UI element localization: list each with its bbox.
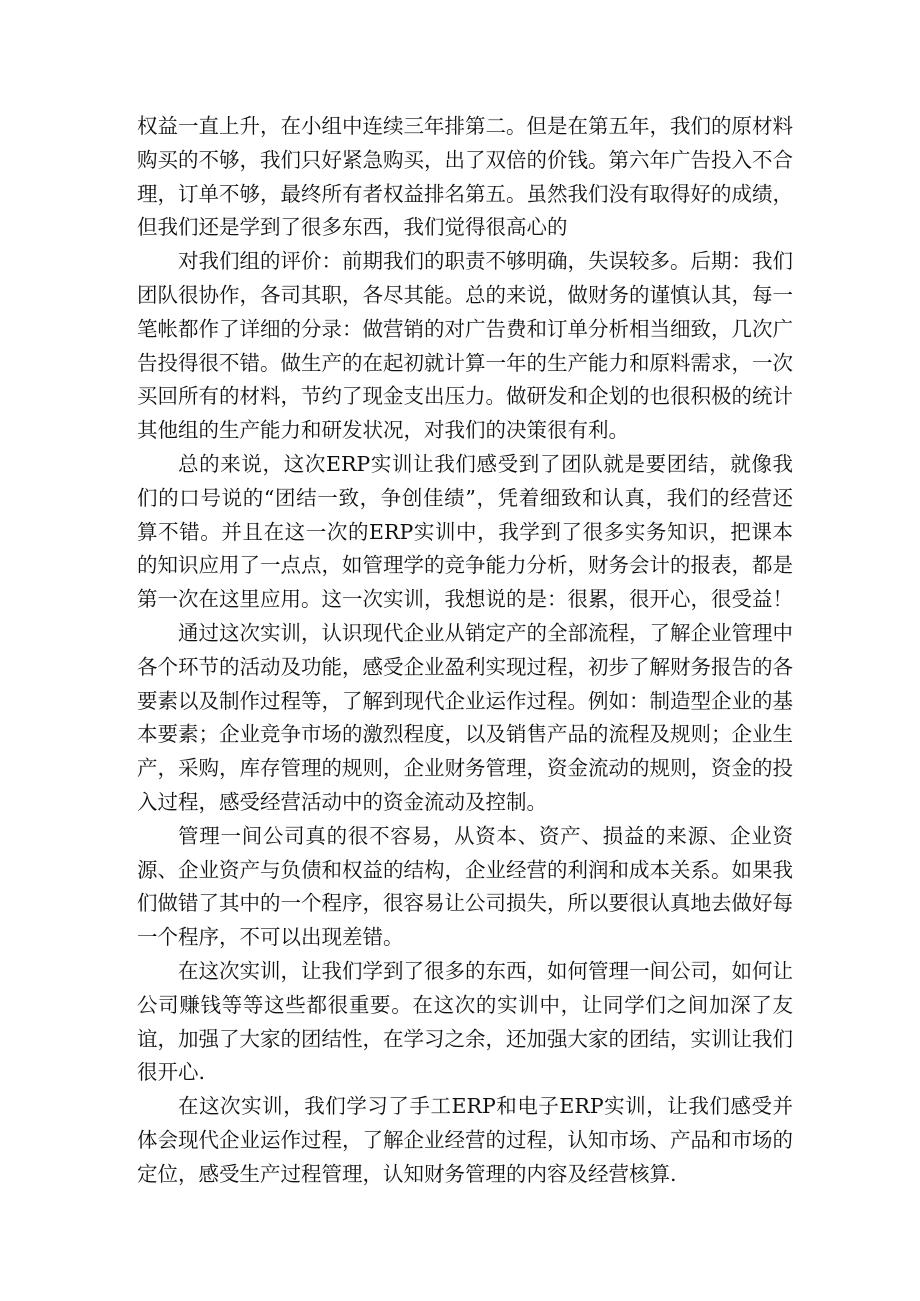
paragraph-summary: 总的来说，这次ERP实训让我们感受到了团队就是要团结，就像我们的口号说的“团结一致，争创佳绩”，凭着细致和认真，我们的经营还算不错。并且在这一次的ERP实训中，我学到了很多实务知识，把课本的知识应用了一点点，如管理学的竞争能力分析，财务会计的报表，都是第一次在这里应用。这一次实训，我想说的是：很累，很开心，很受益！ — [137, 451, 793, 612]
paragraph-company-management: 管理一间公司真的很不容易，从资本、资产、损益的来源、企业资源、企业资产与负债和权益的结构，企业经营的利润和成本关系。如果我们做错了其中的一个程序，很容易让公司损失，所以要很认真地去做好每一个程序，不可以出现差错。 — [137, 823, 793, 950]
document-body — [137, 110, 793, 1192]
paragraph-enterprise-process: 通过这次实训，认识现代企业从销定产的全部流程，了解企业管理中各个环节的活动及功能，感受企业盈利实现过程，初步了解财务报告的各要素以及制作过程等，了解到现代企业运作过程。例如：制造型企业的基本要素；企业竞争市场的激烈程度，以及销售产品的流程及规则；企业生产，采购，库存管理的规则，企业财务管理，资金流动的规则，资金的投入过程，感受经营活动中的资金流动及控制。 — [137, 620, 793, 814]
paragraph-group-evaluation: 对我们组的评价：前期我们的职责不够明确，失误较多。后期：我们团队很协作，各司其职，各尽其能。总的来说，做财务的谨慎认其，每一笔帐都作了详细的分录：做营销的对广告费和订单分析相当细致，几次广告投得很不错。做生产的在起初就计算一年的生产能力和原料需求，一次买回所有的材料，节约了现金支出压力。做研发和企划的也很积极的统计其他组的生产能力和研发状况，对我们的决策很有利。 — [137, 249, 793, 443]
paragraph-conclusion: 在这次实训，我们学习了手工ERP和电子ERP实训，让我们感受并体会现代企业运作过程，了解企业经营的过程，认知市场、产品和市场的定位，感受生产过程管理，认知财务管理的内容及经营核算. — [137, 1094, 793, 1186]
paragraph-continuation: 权益一直上升，在小组中连续三年排第二。但是在第五年，我们的原材料购买的不够，我们只好紧急购买，出了双倍的价钱。第六年广告投入不合理，订单不够，最终所有者权益排名第五。虽然我们没有取得好的成绩，但我们还是学到了很多东西，我们觉得很高心的 — [137, 114, 793, 240]
paragraph-training-gains: 在这次实训，让我们学到了很多的东西，如何管理一间公司，如何让公司赚钱等等这些都很重要。在这次的实训中，让同学们之间加深了友谊，加强了大家的团结性，在学习之余，还加强大家的团结，实训让我们很开心. — [137, 958, 793, 1085]
